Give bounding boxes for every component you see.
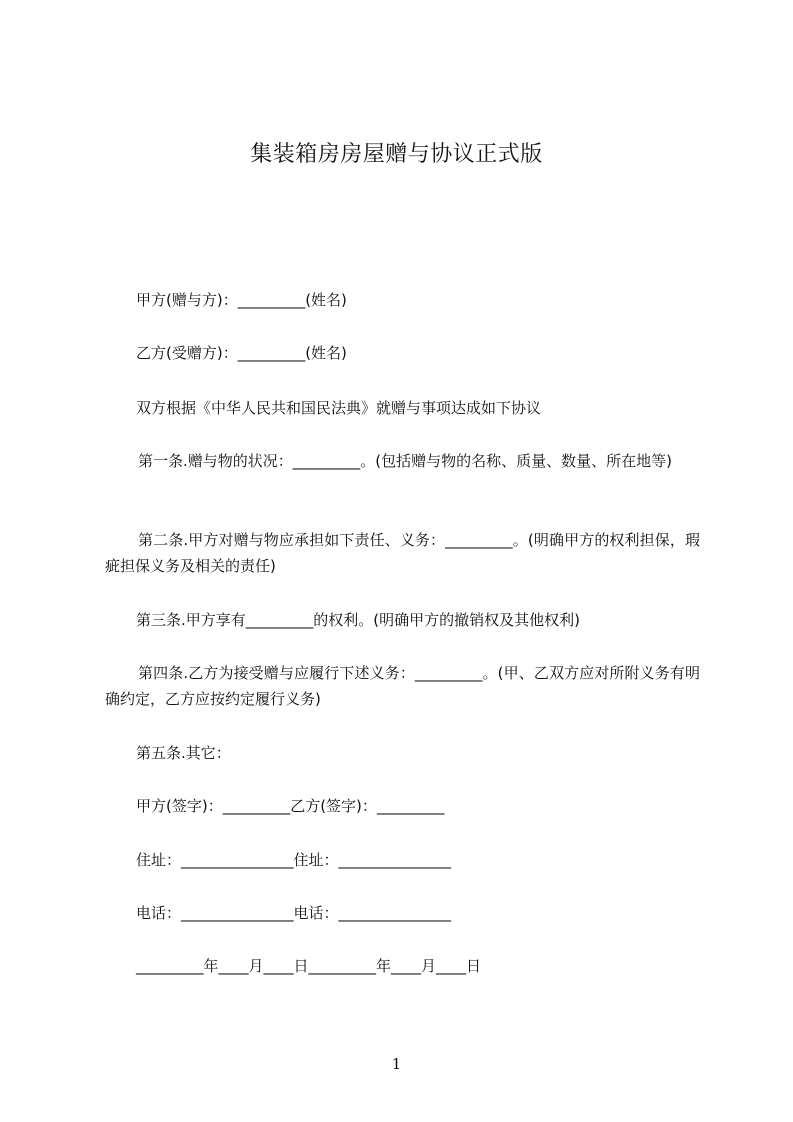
clause-1: 第一条.赠与物的状况：_________。(包括赠与物的名称、质量、数量、所在地等) — [138, 452, 672, 470]
party-b-line: 乙方(受赠方)：_________(姓名) — [136, 344, 347, 362]
address-line: 住址：_______________住址：_______________ — [136, 851, 452, 869]
clause-4: 第四条.乙方为接受赠与应履行下述义务：_________。(甲、乙双方应对所附义务有明确约定，乙方应按约定履行义务) — [105, 664, 700, 708]
phone-line: 电话：_______________电话：_______________ — [136, 904, 452, 922]
page-number: 1 — [391, 1055, 402, 1073]
signature-line: 甲方(签字)：_________乙方(签字)：_________ — [136, 797, 445, 815]
clause-3: 第三条.甲方享有_________的权利。(明确甲方的撤销权及其他权利) — [136, 611, 580, 629]
document-title: 集装箱房房屋赠与协议正式版 — [250, 142, 543, 167]
clause-2: 第二条.甲方对赠与物应承担如下责任、义务：_________。(明确甲方的权利担保，瑕疵担保义务及相关的责任) — [105, 531, 700, 575]
date-line: _________年____月____日_________年____月____日 — [136, 957, 482, 975]
clause-5: 第五条.其它： — [136, 744, 231, 762]
preamble: 双方根据《中华人民共和国民法典》就赠与事项达成如下协议 — [136, 399, 542, 417]
party-a-line: 甲方(赠与方)：_________(姓名) — [136, 291, 347, 309]
